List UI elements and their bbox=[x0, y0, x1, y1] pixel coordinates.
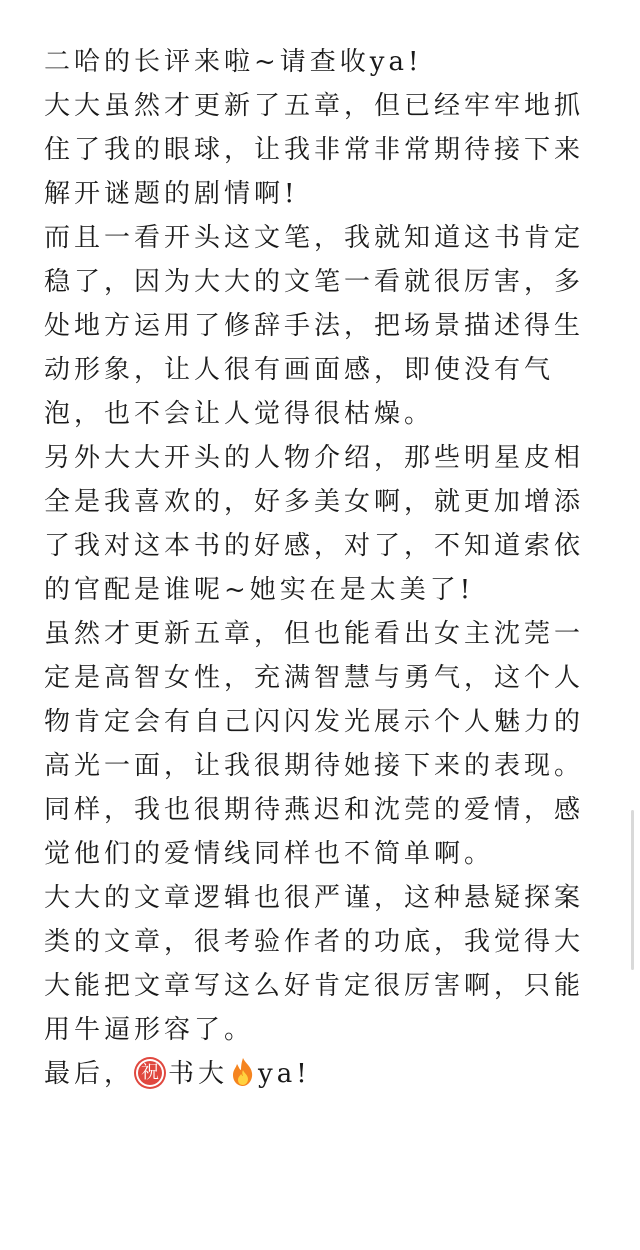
closing-middle: 书大 bbox=[168, 1059, 229, 1089]
review-title-line: 二哈的长评来啦~请查收ya! bbox=[44, 47, 423, 77]
review-paragraph: 另外大大开头的人物介绍，那些明星皮相全是我喜欢的，好多美女啊，就更加增添了我对这本书的好感，对了，不知道索依的官配是谁呢~她实在是太美了! bbox=[44, 443, 585, 605]
review-paragraph: 而且一看开头这文笔，我就知道这书肯定稳了，因为大大的文笔一看就很厉害，多处地方运用了修辞手法，把场景描述得生动形象，让人很有画面感，即使没有气泡，也不会让人觉得很枯燥。 bbox=[44, 223, 585, 429]
scrollbar[interactable] bbox=[631, 810, 634, 970]
closing-suffix: ya! bbox=[258, 1059, 311, 1089]
review-closing-line bbox=[44, 1052, 596, 1096]
review-paragraph: 虽然才更新五章，但也能看出女主沈莞一定是高智女性，充满智慧与勇气，这个人物肯定会有自己闪闪发光展示个人魅力的高光一面，让我很期待她接下来的表现。 bbox=[44, 619, 585, 781]
congratulation-seal-icon: 祝 bbox=[136, 1059, 164, 1087]
closing-prefix: 最后， bbox=[44, 1059, 135, 1089]
review-text-body bbox=[44, 40, 596, 1096]
review-paragraph: 同样，我也很期待燕迟和沈莞的爱情，感觉他们的爱情线同样也不简单啊。 bbox=[44, 795, 585, 869]
review-paragraph: 大大虽然才更新了五章，但已经牢牢地抓住了我的眼球，让我非常非常期待接下来解开谜题的剧情啊! bbox=[44, 91, 585, 209]
review-paragraph: 大大的文章逻辑也很严谨，这种悬疑探案类的文章，很考验作者的功底，我觉得大大能把文章写这么好肯定很厉害啊，只能用牛逼形容了。 bbox=[44, 883, 585, 1045]
fire-icon bbox=[230, 1057, 256, 1087]
